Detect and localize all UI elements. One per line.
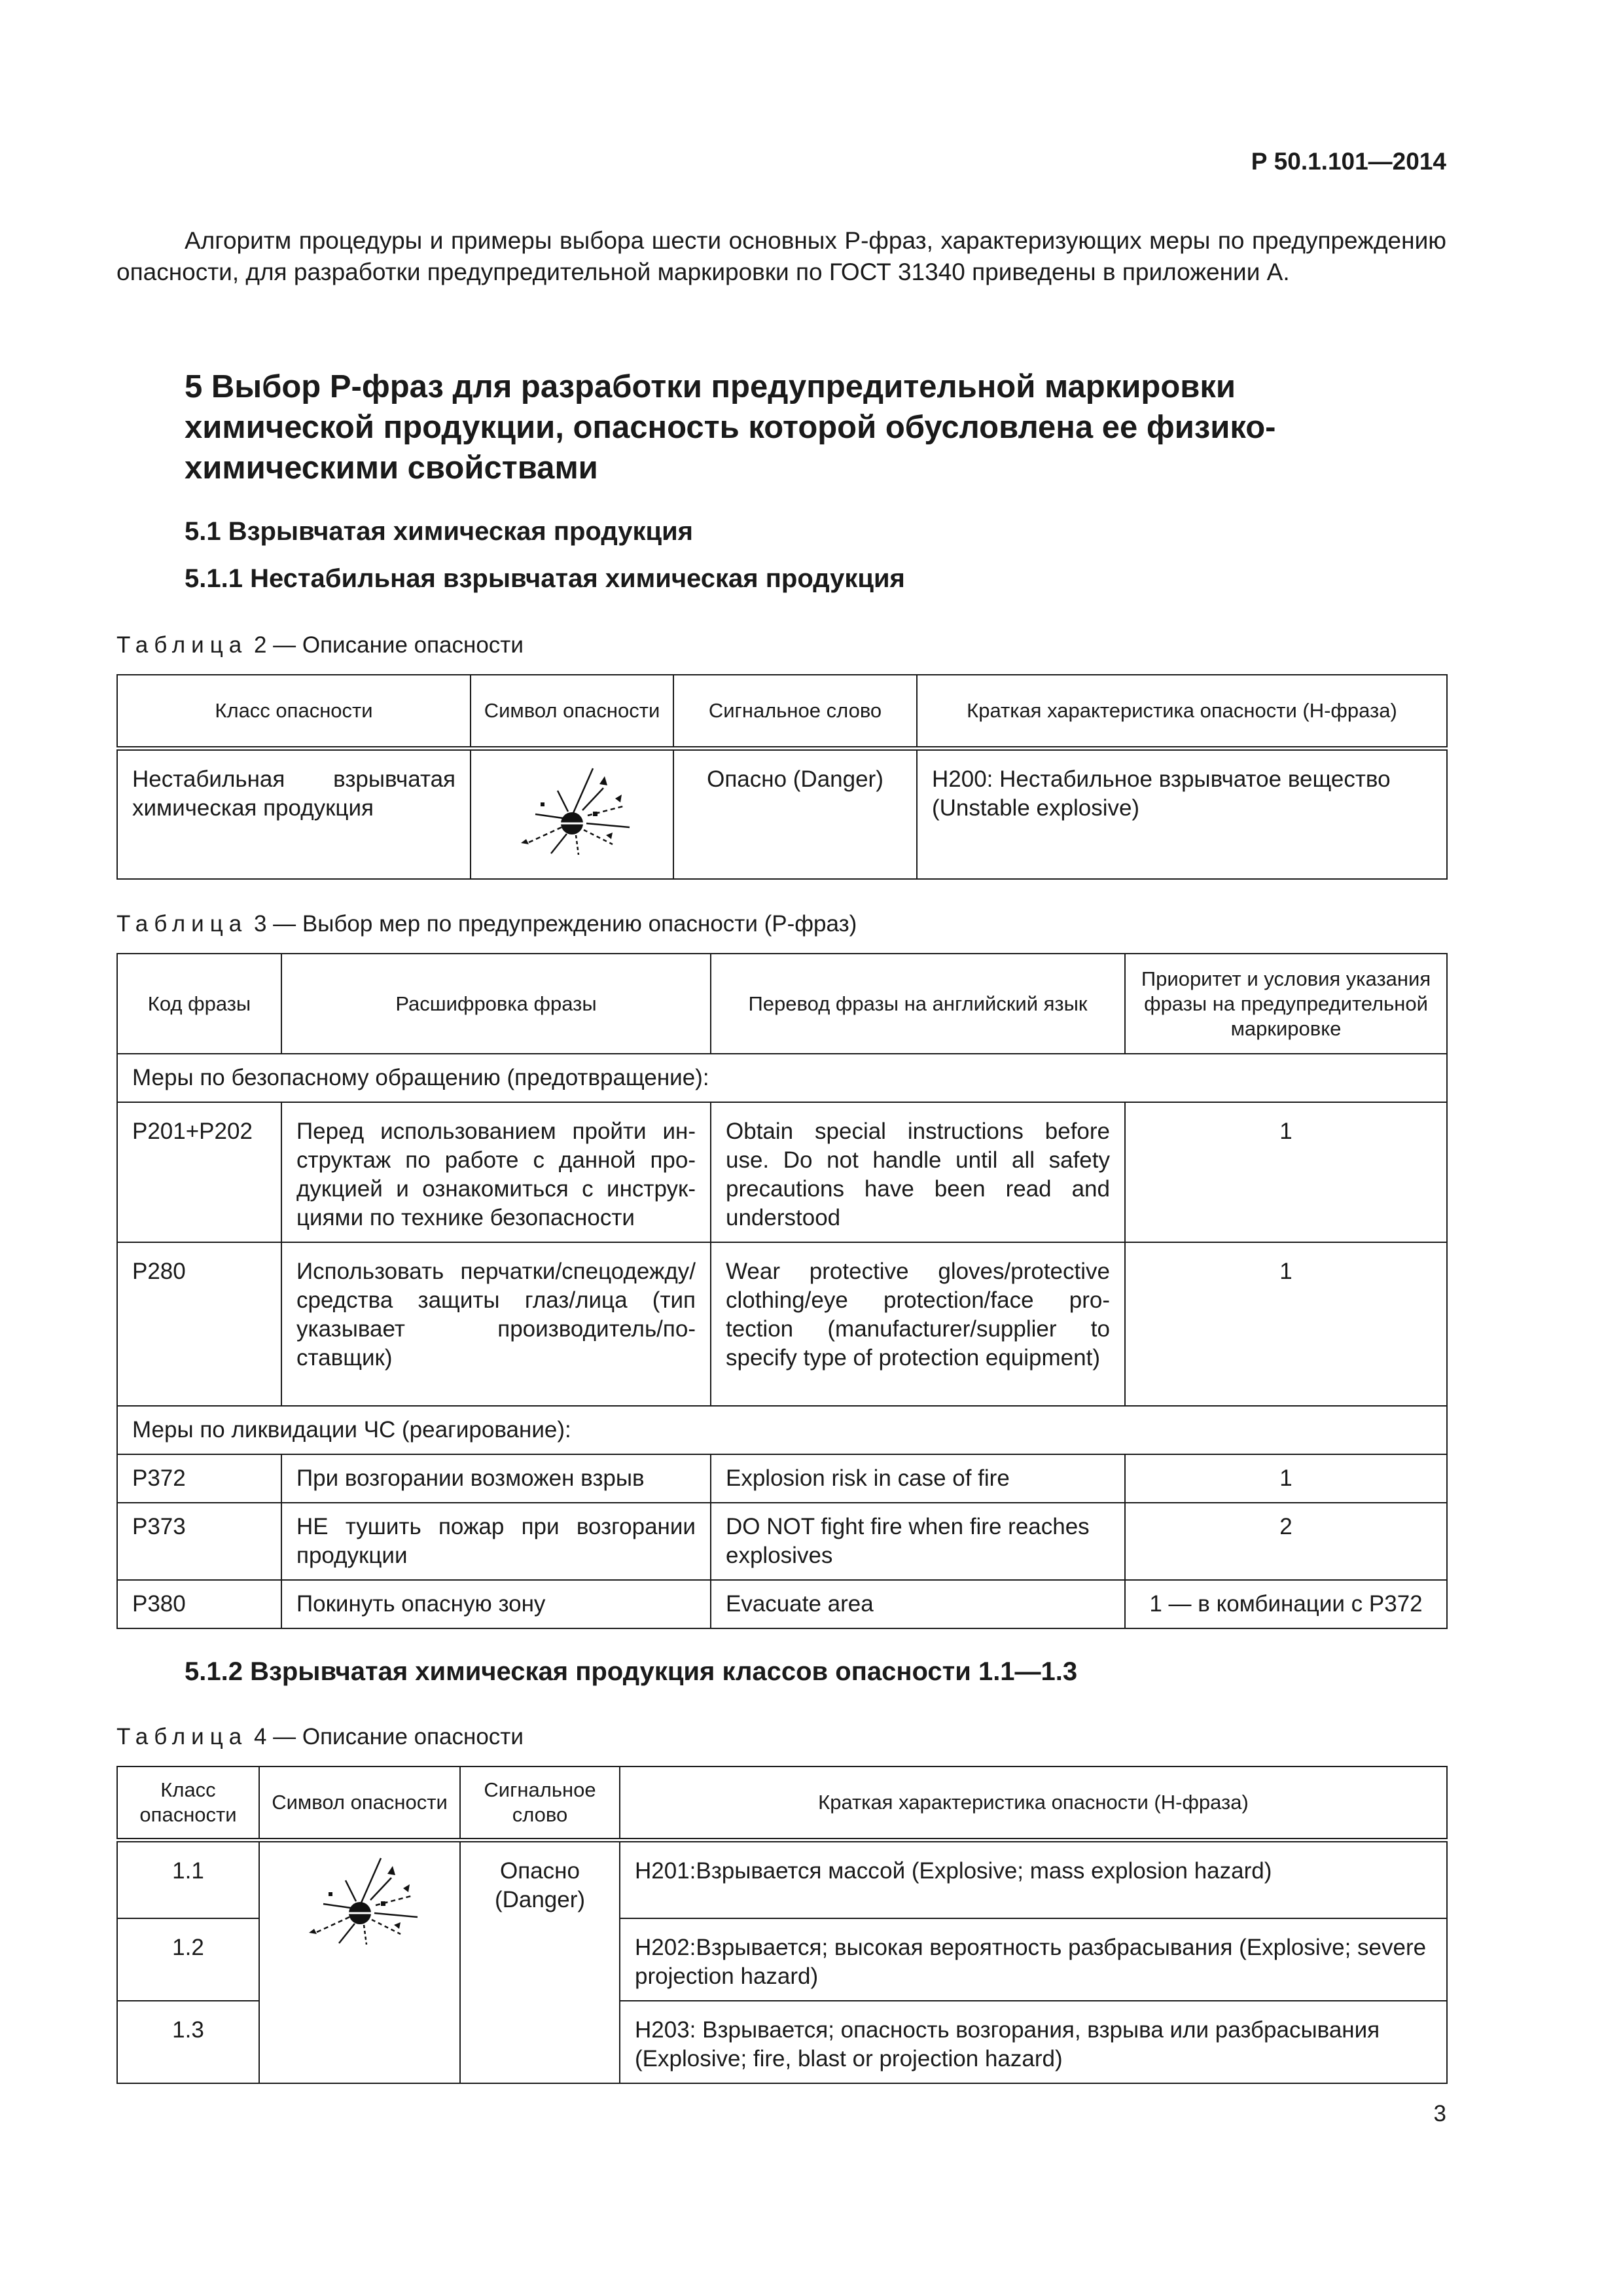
section-5-1-2-heading: 5.1.2 Взрывчатая химическая продукция классов опасности 1.1—1.3 xyxy=(185,1657,1078,1686)
table-2-header-signal: Сигнальное слово xyxy=(673,675,917,748)
table-3 xyxy=(116,953,1448,1629)
table-row xyxy=(117,748,1447,879)
table-3-priority-cell: 1 xyxy=(1125,1454,1447,1503)
document-id: Р 50.1.101—2014 xyxy=(1251,148,1446,175)
table-3-ru-cell: Использовать перчатки/спецодежду/средства защиты глаз/лица (тип указывает производитель/поставщик) xyxy=(281,1242,711,1406)
table-row xyxy=(117,1102,1447,1242)
table-3-ru-cell: При возгорании возможен взрыв xyxy=(281,1454,711,1503)
table-3-header-code: Код фразы xyxy=(117,954,281,1054)
table-3-priority-cell: 2 xyxy=(1125,1503,1447,1580)
table-2-signal-cell: Опасно (Danger) xyxy=(673,748,917,879)
table-4-caption: Таблица 4 — Описание опасности xyxy=(116,1724,524,1749)
table-row xyxy=(117,1503,1447,1580)
intro-paragraph: Алгоритм процедуры и примеры выбора шести основных Р-фраз, характеризующих меры по предупреждению опасности, для разработки предупредительной маркировки по ГОСТ 31340 приведены в приложении А. xyxy=(116,227,1446,285)
table-4-class-cell: 1.2 xyxy=(117,1918,259,2001)
table-4-signal-cell: Опасно (Danger) xyxy=(460,1840,620,2083)
table-2 xyxy=(116,674,1448,880)
table-3-code-cell: P373 xyxy=(117,1503,281,1580)
page-number: 3 xyxy=(1433,2101,1446,2126)
table-4-header-class: Класс опасности xyxy=(117,1767,259,1840)
table-4-class-cell: 1.3 xyxy=(117,2001,259,2083)
table-row xyxy=(117,1840,1447,1918)
table-2-header-class: Класс опасности xyxy=(117,675,471,748)
table-4-hphrase-cell: H201:Взрывается массой (Explosive; mass explosion hazard) xyxy=(620,1840,1447,1918)
table-2-class-cell: Нестабильная взрывчатая химическая продукция xyxy=(117,748,471,879)
table-3-header-en: Перевод фразы на английский язык xyxy=(711,954,1125,1054)
table-3-en-cell: Obtain special instructions before use. Do not handle until all safety precautions have been read and understood xyxy=(711,1102,1125,1242)
table-3-code-cell: P201+P202 xyxy=(117,1102,281,1242)
table-3-en-cell: DO NOT fight fire when fire reaches explosives xyxy=(711,1503,1125,1580)
section-5-1-heading: 5.1 Взрывчатая химическая продукция xyxy=(185,517,693,546)
table-3-code-cell: P380 xyxy=(117,1580,281,1628)
table-4 xyxy=(116,1766,1448,2084)
exploding-bomb-icon xyxy=(283,1852,437,1956)
table-2-symbol-cell xyxy=(471,748,673,879)
table-3-code-cell: P280 xyxy=(117,1242,281,1406)
table-3-header-ru: Расшифровка фразы xyxy=(281,954,711,1054)
table-3-priority-cell: 1 xyxy=(1125,1242,1447,1406)
table-3-priority-cell: 1 — в комбинации с Р372 xyxy=(1125,1580,1447,1628)
table-3-ru-cell: НЕ тушить пожар при возгорании продукции xyxy=(281,1503,711,1580)
table-3-en-cell: Wear protective gloves/protective clothing/eye protection/face protection (manufacturer/supplier to specify type of protection equipment) xyxy=(711,1242,1125,1406)
table-2-hphrase-cell: H200: Нестабильное взрывчатое вещество (Unstable explosive) xyxy=(917,748,1447,879)
table-row xyxy=(117,1580,1447,1628)
table-3-priority-cell: 1 xyxy=(1125,1102,1447,1242)
table-3-ru-cell: Покинуть опасную зону xyxy=(281,1580,711,1628)
table-2-caption: Таблица 2 — Описание опасности xyxy=(116,632,524,658)
table-4-header-symbol: Символ опасности xyxy=(259,1767,460,1840)
table-2-header-hphrase: Краткая характеристика опасности (H-фраза) xyxy=(917,675,1447,748)
table-4-symbol-cell xyxy=(259,1840,460,2083)
table-3-code-cell: P372 xyxy=(117,1454,281,1503)
table-3-section-prevention: Меры по безопасному обращению (предотвращение): xyxy=(117,1054,1447,1102)
table-2-header-symbol: Символ опасности xyxy=(471,675,673,748)
table-3-en-cell: Evacuate area xyxy=(711,1580,1125,1628)
table-4-hphrase-cell: H202:Взрывается; высокая вероятность разбрасывания (Explosive; severe projection hazard) xyxy=(620,1918,1447,2001)
table-3-en-cell: Explosion risk in case of fire xyxy=(711,1454,1125,1503)
exploding-bomb-icon xyxy=(495,762,649,867)
section-5-heading: 5 Выбор Р-фраз для разработки предупредительной маркировки химической продукции, опасность которой обусловлена ее физико-химическими свойствами xyxy=(185,369,1276,486)
table-3-header-priority: Приоритет и условия указания фразы на предупредительной маркировке xyxy=(1125,954,1447,1054)
table-row xyxy=(117,1242,1447,1406)
table-3-caption: Таблица 3 — Выбор мер по предупреждению опасности (Р-фраз) xyxy=(116,911,857,937)
table-4-header-signal: Сигнальное слово xyxy=(460,1767,620,1840)
table-4-class-cell: 1.1 xyxy=(117,1840,259,1918)
table-4-header-hphrase: Краткая характеристика опасности (H-фраза) xyxy=(620,1767,1447,1840)
table-3-section-response: Меры по ликвидации ЧС (реагирование): xyxy=(117,1406,1447,1454)
table-4-hphrase-cell: H203: Взрывается; опасность возгорания, взрыва или разбрасывания (Explosive; fire, blast or projection hazard) xyxy=(620,2001,1447,2083)
table-3-ru-cell: Перед использованием пройти инструктаж по работе с данной продукцией и ознакомиться с инструкциями по технике безопасности xyxy=(281,1102,711,1242)
section-5-1-1-heading: 5.1.1 Нестабильная взрывчатая химическая продукция xyxy=(185,564,905,593)
table-row xyxy=(117,1454,1447,1503)
